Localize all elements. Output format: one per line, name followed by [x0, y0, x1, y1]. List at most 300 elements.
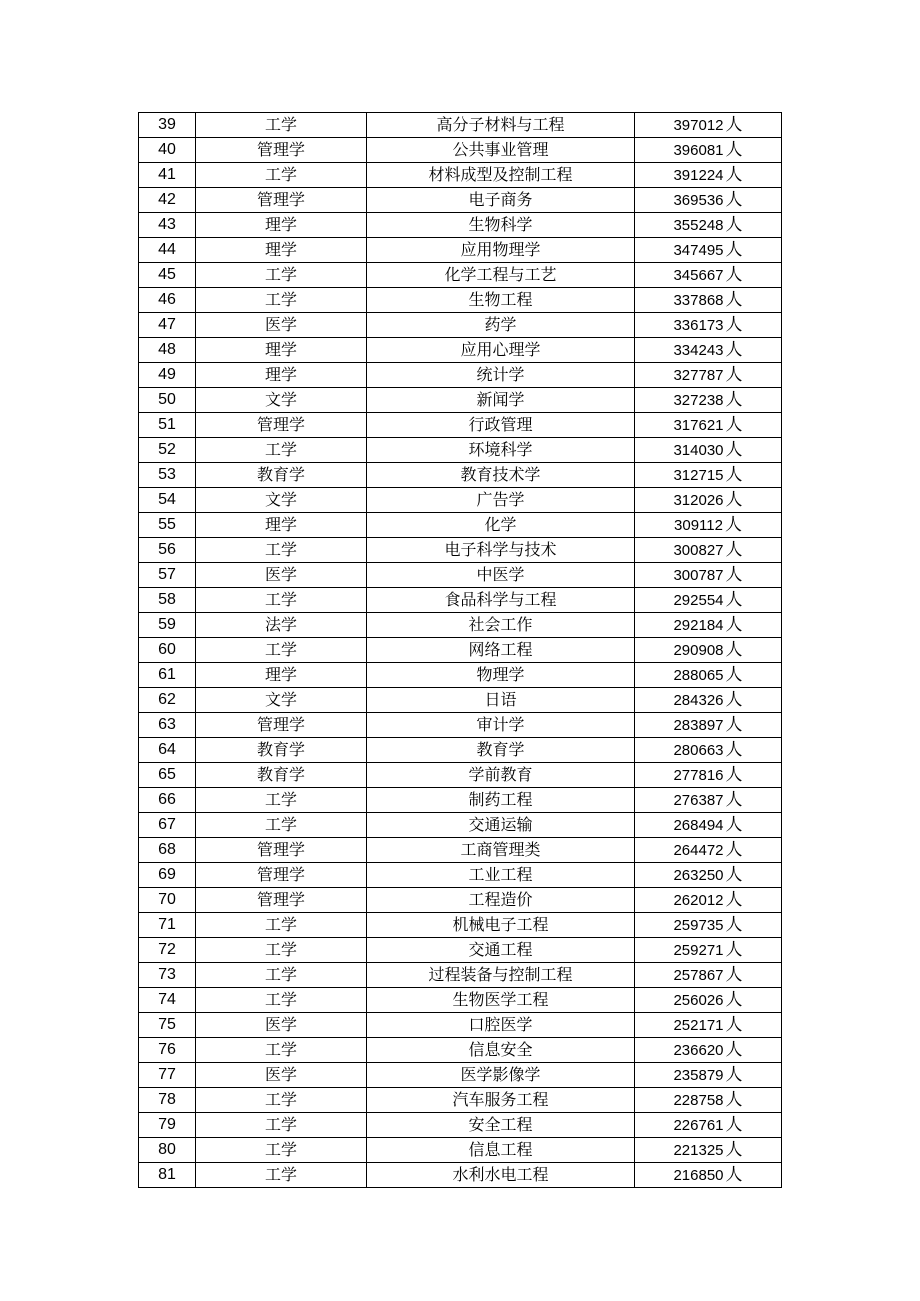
enrollment-count-cell [635, 438, 782, 463]
enrollment-count-unit: 人 [725, 939, 743, 960]
enrollment-count-unit: 人 [725, 914, 743, 935]
table-row [139, 713, 782, 738]
enrollment-count-cell [635, 1013, 782, 1038]
enrollment-count-value: 292184 [673, 616, 724, 634]
enrollment-count-value: 259271 [673, 941, 724, 959]
rank-number-cell: 61 [139, 663, 196, 688]
major-name-cell: 应用心理学 [367, 338, 635, 363]
enrollment-count-unit: 人 [725, 1139, 743, 1160]
enrollment-count-unit: 人 [725, 1014, 743, 1035]
enrollment-count-cell [635, 338, 782, 363]
enrollment-count-cell [635, 988, 782, 1013]
table-row [139, 538, 782, 563]
enrollment-count-unit: 人 [725, 664, 743, 685]
enrollment-count-cell [635, 963, 782, 988]
enrollment-count-cell [635, 1063, 782, 1088]
rank-number-cell: 55 [139, 513, 196, 538]
rank-number-cell: 41 [139, 163, 196, 188]
discipline-cell: 文学 [196, 688, 367, 713]
enrollment-count-unit: 人 [725, 614, 743, 635]
major-name-cell: 教育学 [367, 738, 635, 763]
discipline-cell: 工学 [196, 538, 367, 563]
table-row [139, 288, 782, 313]
discipline-cell: 工学 [196, 963, 367, 988]
enrollment-count-value: 216850 [673, 1166, 724, 1184]
discipline-cell: 工学 [196, 1138, 367, 1163]
enrollment-count-unit: 人 [725, 239, 743, 260]
enrollment-count-cell [635, 688, 782, 713]
enrollment-count-unit: 人 [725, 314, 743, 335]
table-row [139, 113, 782, 138]
major-name-cell: 中医学 [367, 563, 635, 588]
enrollment-count-value: 228758 [673, 1091, 724, 1109]
enrollment-count-value: 280663 [673, 741, 724, 759]
enrollment-count-cell [635, 638, 782, 663]
discipline-cell: 理学 [196, 663, 367, 688]
enrollment-count-cell [635, 738, 782, 763]
enrollment-count-value: 292554 [673, 591, 724, 609]
major-name-cell: 制药工程 [367, 788, 635, 813]
discipline-cell: 理学 [196, 363, 367, 388]
table-row [139, 1038, 782, 1063]
enrollment-count-unit: 人 [725, 814, 743, 835]
rank-number-cell: 57 [139, 563, 196, 588]
enrollment-count-value: 290908 [673, 641, 724, 659]
discipline-cell: 管理学 [196, 713, 367, 738]
enrollment-count-value: 309112 [674, 516, 723, 534]
rank-number-cell: 64 [139, 738, 196, 763]
rank-number-cell: 67 [139, 813, 196, 838]
enrollment-count-unit: 人 [724, 514, 742, 535]
enrollment-count-unit: 人 [725, 264, 743, 285]
enrollment-count-cell [635, 1088, 782, 1113]
enrollment-count-unit: 人 [725, 889, 743, 910]
rank-number-cell: 39 [139, 113, 196, 138]
major-name-cell: 药学 [367, 313, 635, 338]
rank-number-cell: 69 [139, 863, 196, 888]
enrollment-count-unit: 人 [725, 1114, 743, 1135]
enrollment-count-cell [635, 163, 782, 188]
table-row [139, 563, 782, 588]
enrollment-count-value: 336173 [673, 316, 724, 334]
enrollment-count-value: 264472 [673, 841, 724, 859]
enrollment-count-value: 235879 [673, 1066, 724, 1084]
table-row [139, 763, 782, 788]
discipline-cell: 管理学 [196, 413, 367, 438]
enrollment-count-value: 317621 [673, 416, 724, 434]
table-row [139, 363, 782, 388]
majors-ranking-table [138, 112, 782, 1188]
enrollment-count-unit: 人 [725, 464, 743, 485]
enrollment-count-value: 369536 [673, 191, 724, 209]
discipline-cell: 管理学 [196, 863, 367, 888]
enrollment-count-value: 334243 [673, 341, 724, 359]
enrollment-count-unit: 人 [725, 164, 743, 185]
major-name-cell: 环境科学 [367, 438, 635, 463]
rank-number-cell: 60 [139, 638, 196, 663]
enrollment-count-cell [635, 313, 782, 338]
enrollment-count-unit: 人 [725, 864, 743, 885]
enrollment-count-value: 337868 [673, 291, 724, 309]
major-name-cell: 生物科学 [367, 213, 635, 238]
major-name-cell: 网络工程 [367, 638, 635, 663]
discipline-cell: 理学 [196, 213, 367, 238]
discipline-cell: 医学 [196, 563, 367, 588]
discipline-cell: 教育学 [196, 463, 367, 488]
table-row [139, 388, 782, 413]
discipline-cell: 理学 [196, 338, 367, 363]
rank-number-cell: 65 [139, 763, 196, 788]
enrollment-count-value: 284326 [673, 691, 724, 709]
table-row [139, 788, 782, 813]
enrollment-count-value: 327787 [673, 366, 724, 384]
major-name-cell: 物理学 [367, 663, 635, 688]
rank-number-cell: 54 [139, 488, 196, 513]
enrollment-count-cell [635, 763, 782, 788]
major-name-cell: 食品科学与工程 [367, 588, 635, 613]
enrollment-count-unit: 人 [725, 714, 743, 735]
enrollment-count-value: 221325 [673, 1141, 724, 1159]
discipline-cell: 工学 [196, 913, 367, 938]
table-row [139, 588, 782, 613]
enrollment-count-cell [635, 888, 782, 913]
enrollment-count-cell [635, 463, 782, 488]
major-name-cell: 信息工程 [367, 1138, 635, 1163]
discipline-cell: 文学 [196, 388, 367, 413]
discipline-cell: 工学 [196, 438, 367, 463]
table-row [139, 688, 782, 713]
enrollment-count-cell [635, 138, 782, 163]
enrollment-count-cell [635, 513, 782, 538]
enrollment-count-value: 327238 [673, 391, 724, 409]
table-row [139, 263, 782, 288]
enrollment-count-unit: 人 [725, 539, 743, 560]
enrollment-count-unit: 人 [725, 1089, 743, 1110]
discipline-cell: 理学 [196, 513, 367, 538]
major-name-cell: 工商管理类 [367, 838, 635, 863]
table-row [139, 738, 782, 763]
table-row [139, 988, 782, 1013]
enrollment-count-value: 300787 [673, 566, 724, 584]
discipline-cell: 工学 [196, 988, 367, 1013]
discipline-cell: 工学 [196, 588, 367, 613]
rank-number-cell: 40 [139, 138, 196, 163]
major-name-cell: 日语 [367, 688, 635, 713]
enrollment-count-cell [635, 413, 782, 438]
enrollment-count-cell [635, 913, 782, 938]
enrollment-count-value: 276387 [673, 791, 724, 809]
enrollment-count-cell [635, 663, 782, 688]
enrollment-count-unit: 人 [725, 589, 743, 610]
rank-number-cell: 42 [139, 188, 196, 213]
enrollment-count-value: 263250 [673, 866, 724, 884]
table-row [139, 613, 782, 638]
enrollment-count-value: 355248 [673, 216, 724, 234]
major-name-cell: 统计学 [367, 363, 635, 388]
discipline-cell: 工学 [196, 1163, 367, 1188]
enrollment-count-cell [635, 113, 782, 138]
major-name-cell: 高分子材料与工程 [367, 113, 635, 138]
enrollment-count-cell [635, 188, 782, 213]
major-name-cell: 化学工程与工艺 [367, 263, 635, 288]
discipline-cell: 管理学 [196, 888, 367, 913]
discipline-cell: 管理学 [196, 838, 367, 863]
table-row [139, 413, 782, 438]
rank-number-cell: 81 [139, 1163, 196, 1188]
table-row [139, 1163, 782, 1188]
enrollment-count-cell [635, 263, 782, 288]
major-name-cell: 交通运输 [367, 813, 635, 838]
major-name-cell: 医学影像学 [367, 1063, 635, 1088]
enrollment-count-cell [635, 838, 782, 863]
major-name-cell: 广告学 [367, 488, 635, 513]
table-row [139, 1138, 782, 1163]
enrollment-count-unit: 人 [725, 339, 743, 360]
table-row [139, 513, 782, 538]
enrollment-count-value: 257867 [673, 966, 724, 984]
enrollment-count-value: 259735 [673, 916, 724, 934]
major-name-cell: 工程造价 [367, 888, 635, 913]
major-name-cell: 行政管理 [367, 413, 635, 438]
rank-number-cell: 76 [139, 1038, 196, 1063]
table-row [139, 488, 782, 513]
enrollment-count-value: 300827 [673, 541, 724, 559]
enrollment-count-value: 268494 [673, 816, 724, 834]
rank-number-cell: 49 [139, 363, 196, 388]
discipline-cell: 工学 [196, 263, 367, 288]
enrollment-count-unit: 人 [725, 1164, 743, 1185]
enrollment-count-value: 397012 [673, 116, 724, 134]
enrollment-count-cell [635, 1113, 782, 1138]
discipline-cell: 医学 [196, 1013, 367, 1038]
rank-number-cell: 48 [139, 338, 196, 363]
enrollment-count-unit: 人 [725, 214, 743, 235]
enrollment-count-cell [635, 388, 782, 413]
table-row [139, 638, 782, 663]
enrollment-count-cell [635, 213, 782, 238]
rank-number-cell: 68 [139, 838, 196, 863]
discipline-cell: 管理学 [196, 188, 367, 213]
rank-number-cell: 71 [139, 913, 196, 938]
enrollment-count-cell [635, 488, 782, 513]
rank-number-cell: 74 [139, 988, 196, 1013]
enrollment-count-cell [635, 363, 782, 388]
rank-number-cell: 79 [139, 1113, 196, 1138]
table-row [139, 1063, 782, 1088]
rank-number-cell: 51 [139, 413, 196, 438]
major-name-cell: 水利水电工程 [367, 1163, 635, 1188]
enrollment-count-unit: 人 [725, 789, 743, 810]
rank-number-cell: 59 [139, 613, 196, 638]
enrollment-count-value: 288065 [673, 666, 724, 684]
enrollment-count-unit: 人 [725, 364, 743, 385]
major-name-cell: 安全工程 [367, 1113, 635, 1138]
enrollment-count-cell [635, 1038, 782, 1063]
rank-number-cell: 44 [139, 238, 196, 263]
discipline-cell: 教育学 [196, 738, 367, 763]
enrollment-count-value: 345667 [673, 266, 724, 284]
enrollment-count-cell [635, 563, 782, 588]
major-name-cell: 过程装备与控制工程 [367, 963, 635, 988]
rank-number-cell: 75 [139, 1013, 196, 1038]
enrollment-count-value: 236620 [673, 1041, 724, 1059]
discipline-cell: 工学 [196, 1113, 367, 1138]
rank-number-cell: 66 [139, 788, 196, 813]
discipline-cell: 文学 [196, 488, 367, 513]
enrollment-count-cell [635, 938, 782, 963]
table-row [139, 888, 782, 913]
discipline-cell: 医学 [196, 313, 367, 338]
enrollment-count-unit: 人 [725, 1064, 743, 1085]
enrollment-count-unit: 人 [725, 414, 743, 435]
discipline-cell: 医学 [196, 1063, 367, 1088]
table-row [139, 213, 782, 238]
rank-number-cell: 52 [139, 438, 196, 463]
enrollment-count-cell [635, 538, 782, 563]
enrollment-count-unit: 人 [725, 764, 743, 785]
major-name-cell: 教育技术学 [367, 463, 635, 488]
major-name-cell: 应用物理学 [367, 238, 635, 263]
discipline-cell: 工学 [196, 1088, 367, 1113]
major-name-cell: 新闻学 [367, 388, 635, 413]
enrollment-count-unit: 人 [725, 639, 743, 660]
rank-number-cell: 45 [139, 263, 196, 288]
discipline-cell: 工学 [196, 288, 367, 313]
enrollment-count-value: 396081 [673, 141, 724, 159]
discipline-cell: 工学 [196, 788, 367, 813]
table-row [139, 863, 782, 888]
table-row [139, 963, 782, 988]
major-name-cell: 信息安全 [367, 1038, 635, 1063]
discipline-cell: 管理学 [196, 138, 367, 163]
enrollment-count-cell [635, 588, 782, 613]
major-name-cell: 口腔医学 [367, 1013, 635, 1038]
table-row [139, 338, 782, 363]
rank-number-cell: 63 [139, 713, 196, 738]
rank-number-cell: 73 [139, 963, 196, 988]
enrollment-count-cell [635, 1138, 782, 1163]
table-row [139, 1088, 782, 1113]
enrollment-count-cell [635, 863, 782, 888]
major-name-cell: 化学 [367, 513, 635, 538]
enrollment-count-value: 252171 [673, 1016, 724, 1034]
major-name-cell: 电子商务 [367, 188, 635, 213]
enrollment-count-value: 391224 [673, 166, 724, 184]
enrollment-count-unit: 人 [725, 114, 743, 135]
enrollment-count-unit: 人 [725, 839, 743, 860]
enrollment-count-cell [635, 788, 782, 813]
enrollment-count-unit: 人 [725, 139, 743, 160]
table-row [139, 463, 782, 488]
major-name-cell: 审计学 [367, 713, 635, 738]
discipline-cell: 教育学 [196, 763, 367, 788]
enrollment-count-value: 256026 [673, 991, 724, 1009]
major-name-cell: 学前教育 [367, 763, 635, 788]
enrollment-count-unit: 人 [725, 289, 743, 310]
table-row [139, 163, 782, 188]
enrollment-count-unit: 人 [725, 1039, 743, 1060]
enrollment-count-value: 226761 [673, 1116, 724, 1134]
table-row [139, 813, 782, 838]
discipline-cell: 理学 [196, 238, 367, 263]
discipline-cell: 工学 [196, 1038, 367, 1063]
table-row [139, 238, 782, 263]
enrollment-count-value: 347495 [673, 241, 724, 259]
enrollment-count-cell [635, 238, 782, 263]
rank-number-cell: 43 [139, 213, 196, 238]
enrollment-count-cell [635, 813, 782, 838]
major-name-cell: 机械电子工程 [367, 913, 635, 938]
enrollment-count-unit: 人 [725, 489, 743, 510]
table-row [139, 838, 782, 863]
enrollment-count-unit: 人 [725, 389, 743, 410]
discipline-cell: 工学 [196, 938, 367, 963]
enrollment-count-unit: 人 [725, 439, 743, 460]
table-row [139, 663, 782, 688]
rank-number-cell: 53 [139, 463, 196, 488]
major-name-cell: 生物工程 [367, 288, 635, 313]
major-name-cell: 公共事业管理 [367, 138, 635, 163]
table-row [139, 438, 782, 463]
table-row [139, 938, 782, 963]
table-row [139, 188, 782, 213]
table-body [139, 113, 782, 1188]
rank-number-cell: 80 [139, 1138, 196, 1163]
rank-number-cell: 47 [139, 313, 196, 338]
major-name-cell: 电子科学与技术 [367, 538, 635, 563]
major-name-cell: 材料成型及控制工程 [367, 163, 635, 188]
rank-number-cell: 58 [139, 588, 196, 613]
major-name-cell: 汽车服务工程 [367, 1088, 635, 1113]
rank-number-cell: 72 [139, 938, 196, 963]
enrollment-count-value: 283897 [673, 716, 724, 734]
enrollment-count-value: 262012 [673, 891, 724, 909]
enrollment-count-value: 277816 [673, 766, 724, 784]
table-row [139, 913, 782, 938]
table-row [139, 1113, 782, 1138]
discipline-cell: 法学 [196, 613, 367, 638]
enrollment-count-value: 312026 [673, 491, 724, 509]
major-name-cell: 交通工程 [367, 938, 635, 963]
enrollment-count-unit: 人 [725, 189, 743, 210]
table-row [139, 313, 782, 338]
enrollment-count-unit: 人 [725, 689, 743, 710]
rank-number-cell: 77 [139, 1063, 196, 1088]
discipline-cell: 工学 [196, 163, 367, 188]
rank-number-cell: 56 [139, 538, 196, 563]
enrollment-count-cell [635, 288, 782, 313]
rank-number-cell: 46 [139, 288, 196, 313]
enrollment-count-cell [635, 1163, 782, 1188]
enrollment-count-cell [635, 613, 782, 638]
enrollment-count-unit: 人 [725, 964, 743, 985]
enrollment-count-value: 312715 [673, 466, 724, 484]
rank-number-cell: 50 [139, 388, 196, 413]
table-row [139, 1013, 782, 1038]
major-name-cell: 生物医学工程 [367, 988, 635, 1013]
enrollment-count-unit: 人 [725, 564, 743, 585]
enrollment-count-unit: 人 [725, 989, 743, 1010]
major-name-cell: 工业工程 [367, 863, 635, 888]
enrollment-count-cell [635, 713, 782, 738]
discipline-cell: 工学 [196, 638, 367, 663]
rank-number-cell: 70 [139, 888, 196, 913]
discipline-cell: 工学 [196, 113, 367, 138]
major-name-cell: 社会工作 [367, 613, 635, 638]
rank-number-cell: 62 [139, 688, 196, 713]
enrollment-count-value: 314030 [673, 441, 724, 459]
table-row [139, 138, 782, 163]
